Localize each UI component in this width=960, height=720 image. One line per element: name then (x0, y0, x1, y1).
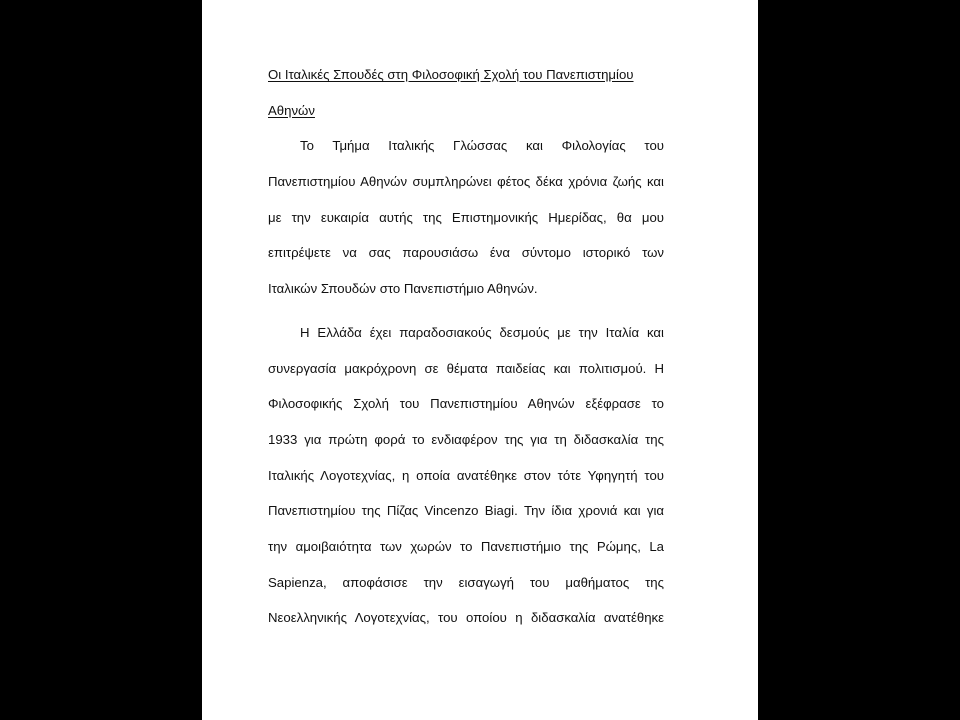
title-line: Οι Ιταλικές Σπουδές στη Φιλοσοφική Σχολή του Πανεπιστημίου (268, 67, 634, 82)
paragraph-line: Πανεπιστημίου της Πίζας Vincenzo Biagi. Την ίδια χρονιά και για (268, 503, 664, 519)
paragraph-line: Η Ελλάδα έχει παραδοσιακούς δεσμούς με την Ιταλία και (300, 324, 664, 340)
paragraph-line: με την ευκαιρία αυτής της Επιστημονικής Ημερίδας, θα μου (268, 209, 664, 225)
paragraph-line: 1933 για πρώτη φορά το ενδιαφέρον της για τη διδασκαλία της (268, 431, 664, 447)
document-body (268, 64, 664, 643)
paragraph-line: Sapienza, αποφάσισε την εισαγωγή του μαθήματος της (268, 574, 664, 590)
paragraph-line: συνεργασία μακρόχρονη σε θέματα παιδείας και πολιτισμού. Η (268, 360, 664, 376)
paragraph-line: Νεοελληνικής Λογοτεχνίας, του οποίου η διδασκαλία ανατέθηκε (268, 610, 664, 626)
paragraph-line: Το Τμήμα Ιταλικής Γλώσσας και Φιλολογίας του (300, 138, 664, 154)
paragraph-line: Φιλοσοφικής Σχολή του Πανεπιστημίου Αθηνών εξέφρασε το (268, 396, 664, 412)
paragraph-line: Ιταλικής Λογοτεχνίας, η οποία ανατέθηκε στον τότε Υφηγητή του (268, 467, 664, 483)
document-title (268, 64, 664, 135)
title-line: Αθηνών (268, 102, 315, 118)
paragraph-line: Ιταλικών Σπουδών στο Πανεπιστήμιο Αθηνών. (268, 281, 538, 297)
paragraph-line: επιτρέψετε να σας παρουσιάσω ένα σύντομο ιστορικό των (268, 245, 664, 261)
document-page (202, 0, 758, 720)
paragraph-line: Πανεπιστημίου Αθηνών συμπληρώνει φέτος δέκα χρόνια ζωής και (268, 174, 664, 190)
paragraph (268, 322, 664, 643)
paragraph (268, 135, 664, 313)
paragraph-line: την αμοιβαιότητα των χωρών το Πανεπιστήμιο της Ρώμης, La (268, 538, 664, 554)
